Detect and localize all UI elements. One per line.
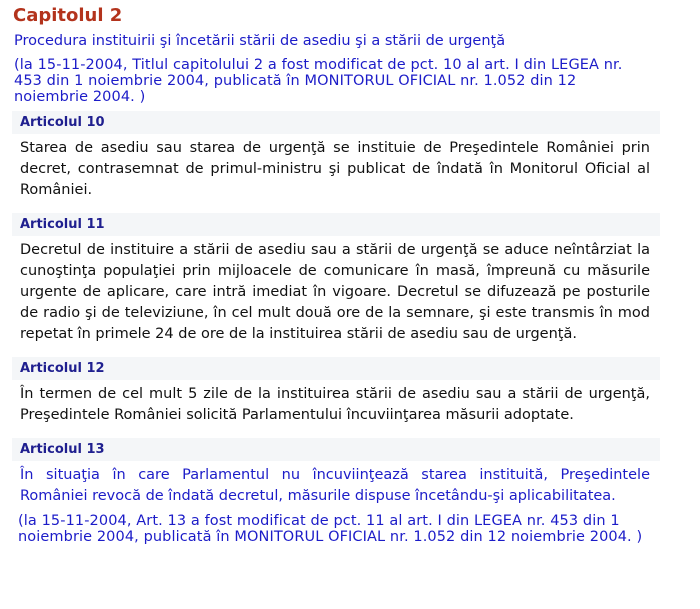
article-10-title: Articolul 10 <box>12 111 660 134</box>
article-13-text: În situaţia în care Parlamentul nu încuviinţează starea instituită, Preşedintele României revocă de îndată decretul, măsurile dispuse încetându-şi aplicabilitatea. <box>12 461 660 513</box>
article-13-title: Articolul 13 <box>12 438 660 461</box>
chapter-modification-note: (la 15-11-2004, Titlul capitolului 2 a fost modificat de pct. 10 al art. I din LEGEA nr. 453 din 1 noiembrie 2004, publicată în MONITORUL OFICIAL nr. 1.052 din 12 noiembrie 2004. ) <box>14 57 623 105</box>
chapter-subtitle: Procedura instituirii şi încetării stării de asediu şi a stării de urgenţă <box>14 33 506 49</box>
article-11-text: Decretul de instituire a stării de asediu sau a stării de urgenţă se aduce neîntârziat la cunoştinţa populaţiei prin mijloacele de comunicare în masă, împreună cu măsurile urgente de aplicare, care intră imediat în vigoare. Decretul se difuzează pe posturile de radio şi de televiziune, în cel mult două ore de la semnare, şi este transmis în mod repetat în primele 24 de ore de la instituirea stării de asediu sau de urgenţă. <box>12 236 660 351</box>
article-11-title: Articolul 11 <box>12 213 660 236</box>
chapter-title: Capitolul 2 <box>13 5 123 26</box>
article-12-text: În termen de cel mult 5 zile de la instituirea stării de asediu sau a stării de urgenţă, Preşedintele României solicită Parlamentului încuviinţarea măsurii adoptate. <box>12 380 660 432</box>
article-10-text: Starea de asediu sau starea de urgenţă se instituie de Preşedintele României prin decret, contrasemnat de primul-ministru şi publicat de îndată în Monitorul Oficial al României. <box>12 134 660 207</box>
article-13-modification-note: (la 15-11-2004, Art. 13 a fost modificat de pct. 11 al art. I din LEGEA nr. 453 din 1 noiembrie 2004, publicată în MONITORUL OFICIAL nr. 1.052 din 12 noiembrie 2004. ) <box>18 513 643 545</box>
article-12-title: Articolul 12 <box>12 357 660 380</box>
